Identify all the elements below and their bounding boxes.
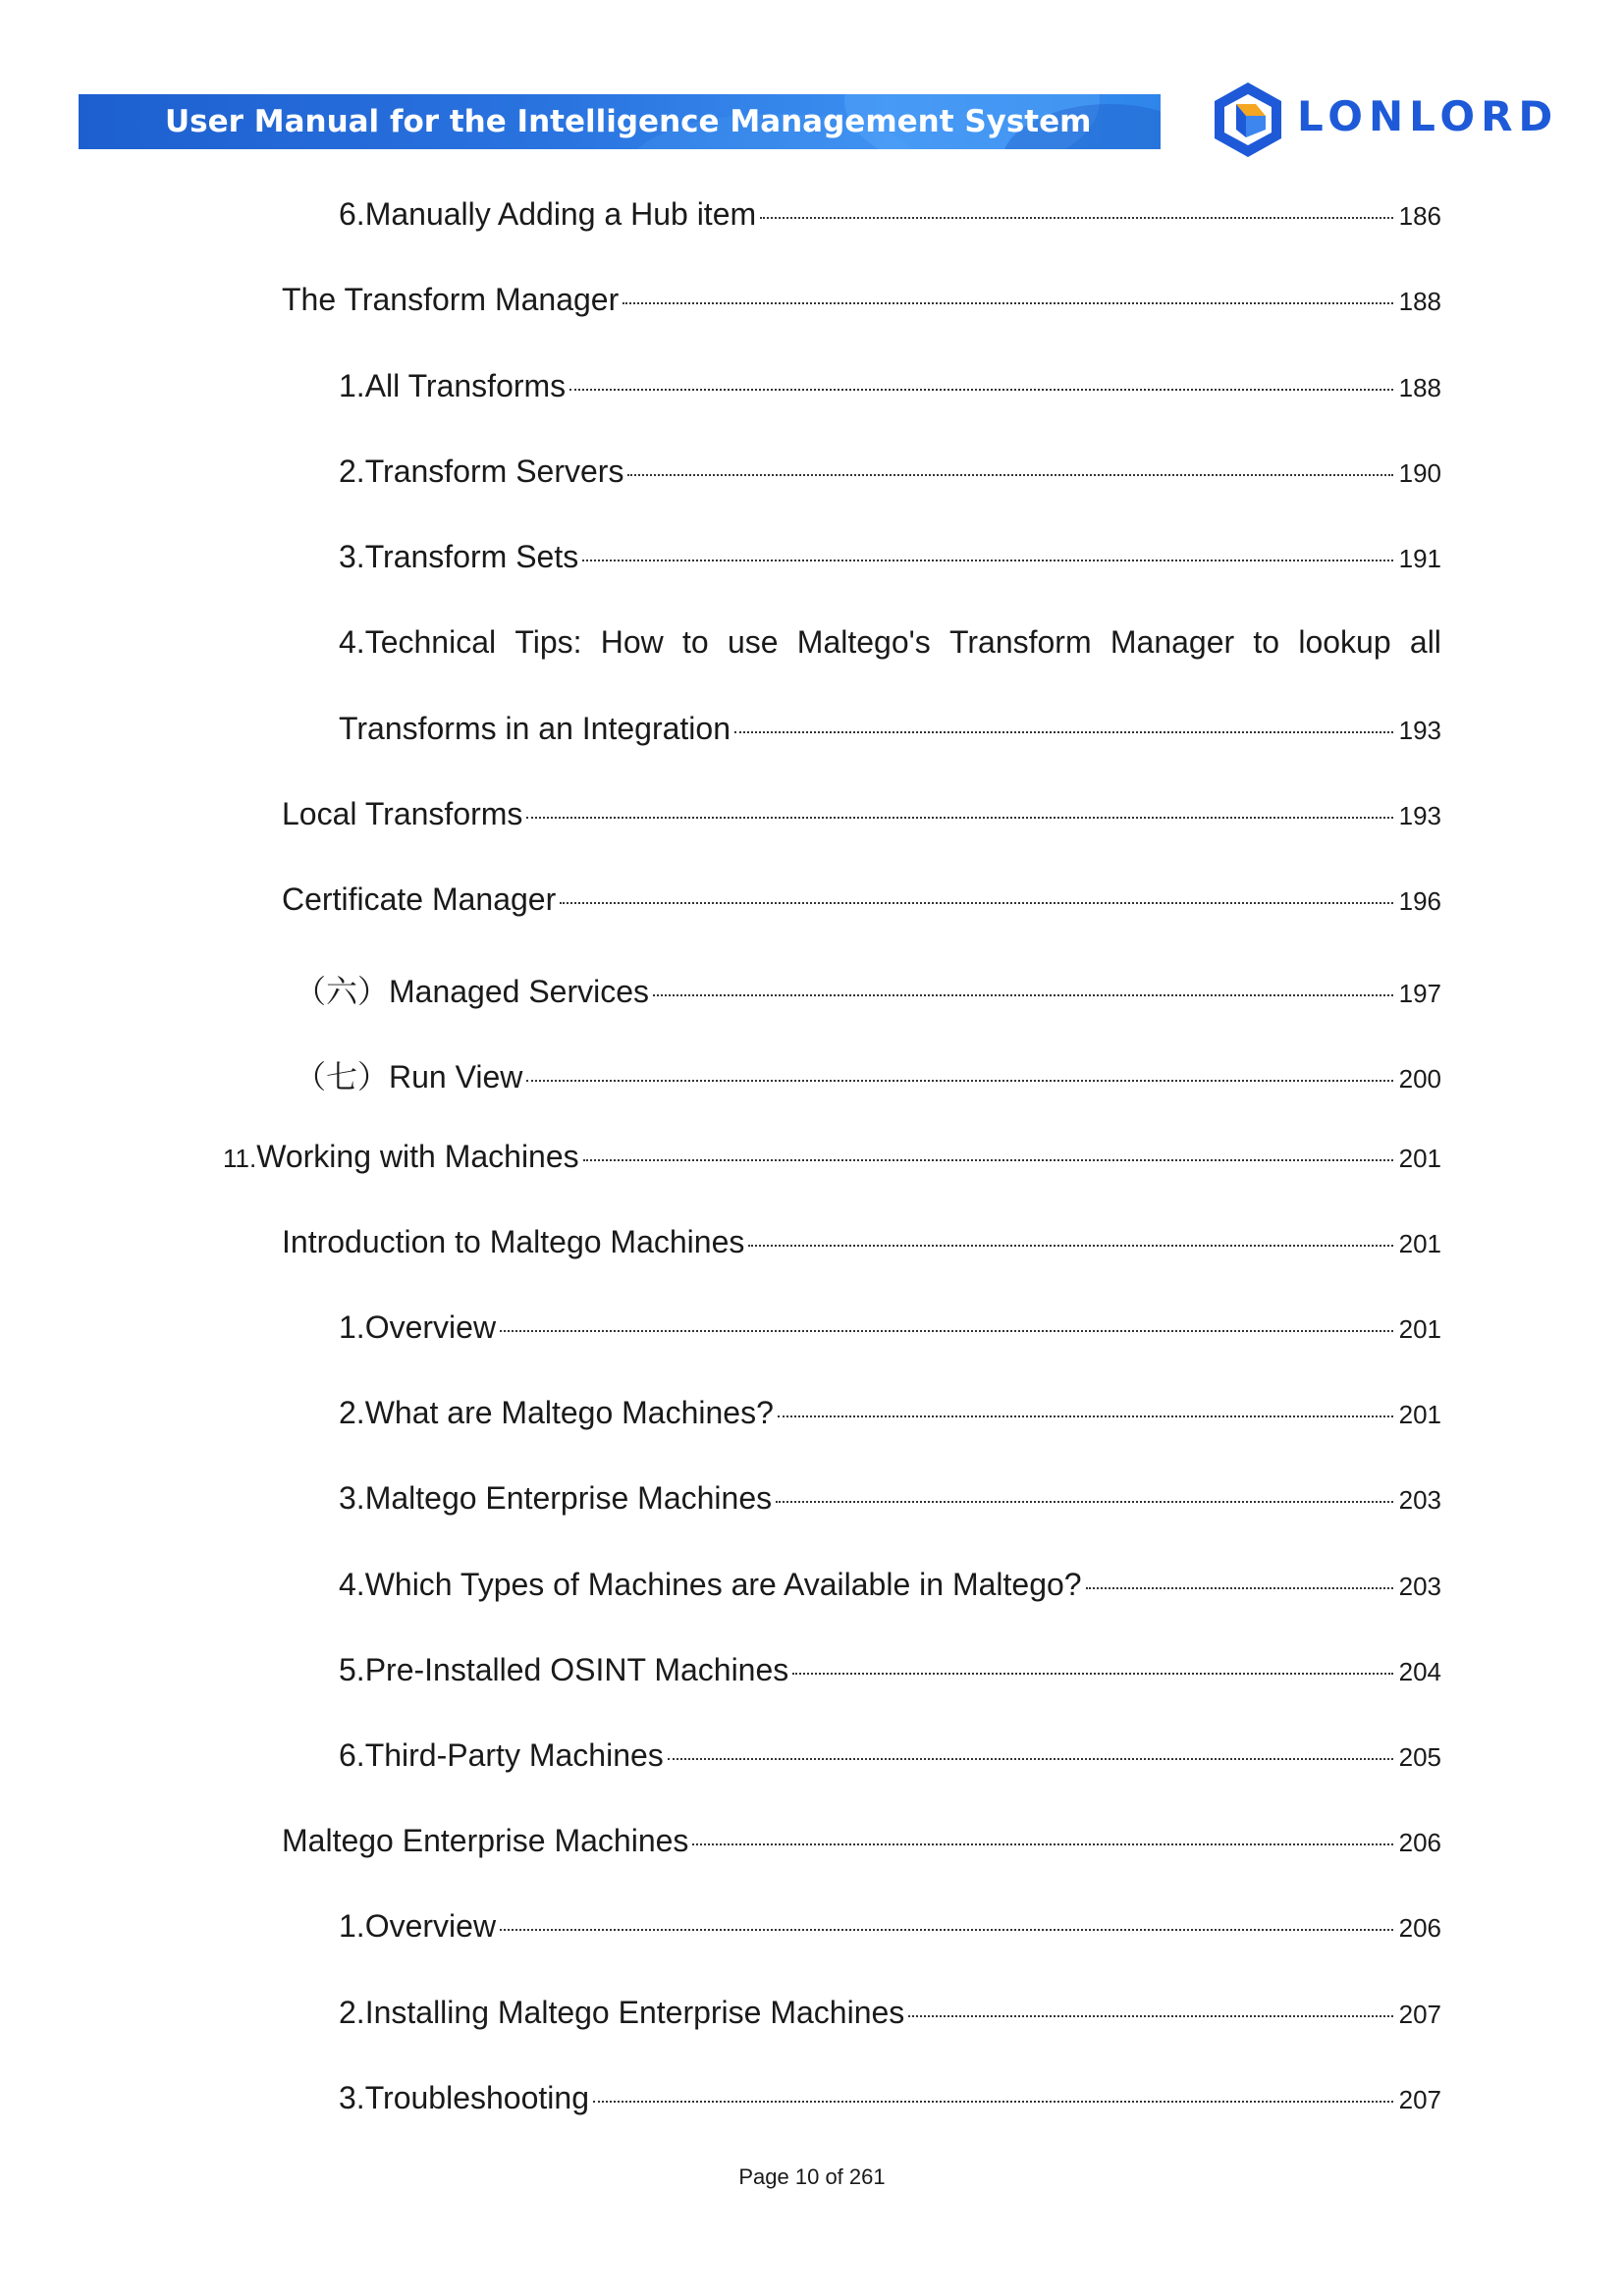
dot-leader (560, 902, 1392, 904)
toc-word: Transform (949, 624, 1092, 660)
toc-entry-label: 4.Which Types of Machines are Available in Maltego? (339, 1567, 1082, 1602)
toc-entry-label: （七）Run View (295, 1059, 523, 1095)
toc-page-number: 193 (1398, 801, 1441, 830)
toc-page-number: 203 (1398, 1485, 1441, 1515)
toc-page-number: 203 (1398, 1572, 1441, 1601)
toc-page-number: 200 (1398, 1064, 1441, 1094)
toc-word: to (682, 624, 709, 660)
dot-leader (792, 1673, 1392, 1675)
toc-page-number: 207 (1398, 2085, 1441, 2114)
toc-entry[interactable] (339, 1480, 1441, 1520)
toc-entry-label: 5.Pre-Installed OSINT Machines (339, 1652, 789, 1687)
toc-entry-label: （六）Managed Services (295, 974, 650, 1009)
dot-leader (500, 1330, 1393, 1332)
toc-word: Maltego's (796, 624, 931, 660)
toc-entry[interactable] (339, 196, 1441, 236)
toc-page-number: 201 (1398, 1400, 1441, 1429)
toc-entry[interactable] (339, 1652, 1441, 1691)
toc-entry[interactable] (295, 1052, 1441, 1095)
toc-entry[interactable] (282, 881, 1441, 921)
dot-leader (748, 1245, 1392, 1247)
toc-entry[interactable] (223, 1139, 1441, 1178)
toc-page-number: 201 (1398, 1314, 1441, 1344)
toc-entry-label: 1.Overview (339, 1309, 497, 1345)
toc-page-number: 188 (1398, 373, 1441, 402)
dot-leader (776, 1501, 1393, 1503)
toc-entry[interactable] (295, 967, 1441, 1009)
toc-word: 4.Technical (339, 624, 497, 660)
toc-entry[interactable] (339, 454, 1441, 493)
toc-entry-label: 1.All Transforms (339, 368, 567, 403)
toc-word: How (600, 624, 664, 660)
dot-leader (569, 389, 1392, 391)
dot-leader (582, 560, 1392, 561)
toc-entry[interactable] (282, 1823, 1441, 1862)
dot-leader (526, 1080, 1392, 1082)
toc-entry-label: 6.Third-Party Machines (339, 1737, 664, 1773)
toc-word: to (1253, 624, 1280, 660)
dot-leader (526, 817, 1392, 819)
toc-page-number: 188 (1398, 287, 1441, 316)
dot-leader (593, 2101, 1393, 2103)
toc-entry[interactable] (339, 1309, 1441, 1349)
toc-page-number: 197 (1398, 979, 1441, 1008)
toc-entry[interactable] (339, 711, 1441, 750)
toc-chapter-number: 11. (223, 1144, 257, 1173)
toc-entry-label: 2.Installing Maltego Enterprise Machines (339, 1995, 905, 2030)
dot-leader (778, 1415, 1393, 1417)
toc-entry[interactable] (339, 1567, 1441, 1606)
toc-word: Tips: (514, 624, 582, 660)
dot-leader (668, 1758, 1393, 1760)
toc-entry[interactable] (282, 1224, 1441, 1263)
toc-entry-label: Introduction to Maltego Machines (282, 1224, 745, 1259)
document-title: User Manual for the Intelligence Management System (165, 104, 1092, 139)
toc-entry-label: Maltego Enterprise Machines (282, 1823, 689, 1858)
toc-entry[interactable] (282, 282, 1441, 321)
toc-page-number: 196 (1398, 886, 1441, 916)
toc-entry-label: Working with Machines (256, 1139, 579, 1174)
dot-leader (583, 1159, 1393, 1161)
toc-entry-label: 6.Manually Adding a Hub item (339, 196, 757, 232)
toc-word: lookup (1298, 624, 1391, 660)
toc-page-number: 186 (1398, 201, 1441, 231)
toc-page-number: 204 (1398, 1657, 1441, 1686)
dot-leader (760, 217, 1392, 219)
toc-entry[interactable] (339, 1737, 1441, 1777)
toc-page-number: 201 (1398, 1229, 1441, 1258)
toc-entry-label: Local Transforms (282, 796, 523, 831)
toc-entry-label: Transforms in an Integration (339, 711, 731, 746)
dot-leader (653, 994, 1393, 996)
toc-entry[interactable] (339, 539, 1441, 578)
toc-page-number: 206 (1398, 1913, 1441, 1943)
toc-entry[interactable] (339, 1395, 1441, 1434)
toc-entry-label: The Transform Manager (282, 282, 620, 317)
toc-word: Manager (1110, 624, 1235, 660)
toc-entry-label: 3.Maltego Enterprise Machines (339, 1480, 773, 1516)
dot-leader (734, 731, 1393, 733)
header-banner (79, 94, 1161, 149)
lonlord-logo-icon (1213, 80, 1283, 159)
dot-leader (1086, 1587, 1393, 1589)
toc-word: use (727, 624, 779, 660)
toc-page-number: 190 (1398, 458, 1441, 488)
toc-entry-label: 3.Transform Sets (339, 539, 579, 574)
toc-page-number: 201 (1398, 1144, 1441, 1173)
toc-page-number: 206 (1398, 1828, 1441, 1857)
toc-word: all (1409, 624, 1441, 660)
dot-leader (623, 302, 1392, 304)
toc-entry[interactable] (339, 368, 1441, 407)
dot-leader (692, 1843, 1392, 1845)
toc-page-number: 193 (1398, 716, 1441, 745)
toc-page-number: 191 (1398, 544, 1441, 573)
dot-leader (908, 2015, 1392, 2017)
dot-leader (500, 1929, 1393, 1931)
toc-entry-first-line[interactable] (339, 624, 1441, 661)
toc-entry-label: Certificate Manager (282, 881, 557, 917)
toc-entry-label: 1.Overview (339, 1908, 497, 1944)
company-logo (1213, 80, 1566, 159)
logo-wordmark: LONLORD (1297, 92, 1559, 140)
toc-entry[interactable] (339, 1995, 1441, 2034)
toc-entry-label: 3.Troubleshooting (339, 2080, 589, 2115)
toc-entry[interactable] (339, 2080, 1441, 2119)
toc-page-number: 207 (1398, 2000, 1441, 2029)
toc-entry[interactable] (339, 1908, 1441, 1948)
page-footer: Page 10 of 261 (738, 2164, 886, 2189)
toc-entry-label: 2.Transform Servers (339, 454, 624, 489)
dot-leader (627, 474, 1392, 476)
toc-entry[interactable] (282, 796, 1441, 835)
toc-page-number: 205 (1398, 1742, 1441, 1772)
toc-entry-label: 2.What are Maltego Machines? (339, 1395, 774, 1430)
